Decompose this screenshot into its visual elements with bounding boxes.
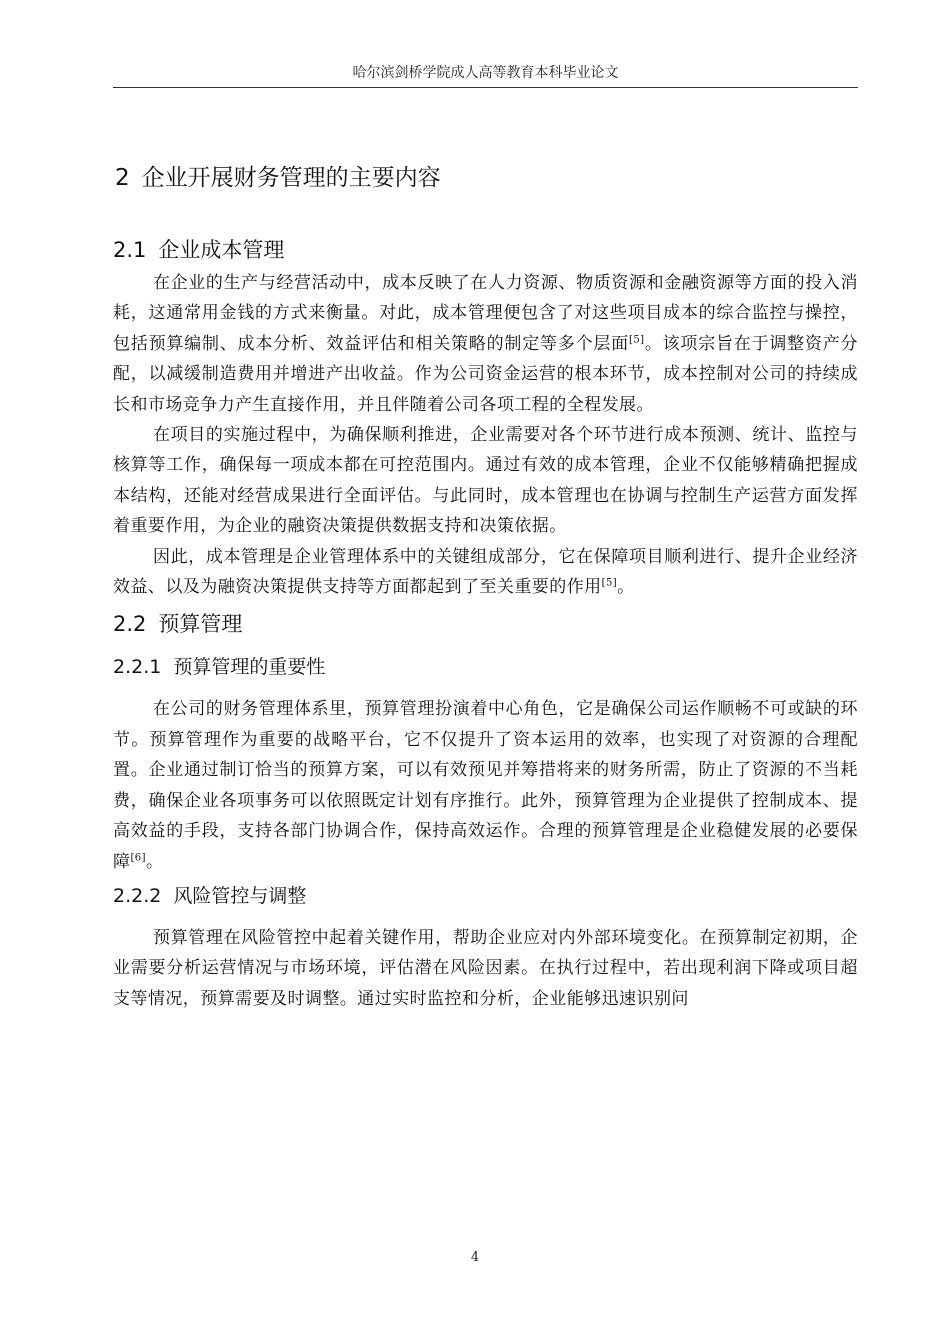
- subsection-heading-2-2-2: [113, 881, 858, 911]
- running-header: 哈尔滨剑桥学院成人高等教育本科毕业论文: [352, 65, 619, 81]
- section-number: 2.1: [113, 238, 147, 262]
- page-number: 4: [470, 1250, 480, 1265]
- section-title: 预算管理: [158, 612, 243, 637]
- paragraph-text: 。: [617, 577, 635, 598]
- subsection-number: 2.2.2: [113, 884, 162, 907]
- section-heading-2-2: [113, 608, 858, 640]
- paragraph-text: 预算管理在风险管控中起着关键作用，帮助企业应对内外部环境变化。在预算制定初期，企业需要分析运营情况与市场环境，评估潜在风险因素。在执行过程中，若出现利润下降或项目超支等情况，预算需要及时调整。通过实时监控和分析，企业能够迅速识别问: [113, 927, 858, 1009]
- paragraph-text: 在企业的生产与经营活动中，成本反映了在人力资源、物质资源和金融资源等方面的投入消耗，这通常用金钱的方式来衡量。对此，成本管理便包含了对这些项目成本的综合监控与操控，包括预算编制、成本分析、效益评估和相关策略的制定等多个层面: [113, 273, 858, 354]
- paragraph-text: 。该项宗旨在于调整资产分配，以减缓制造费用并增进产出收益。作为公司资金运营的根本环节，成本控制对公司的持续成长和市场竞争力产生直接作用，并且伴随着公司各项工程的全程发展。: [113, 333, 858, 415]
- paragraph-text: 因此，成本管理是企业管理体系中的关键组成部分，它在保障项目顺利进行、提升企业经济效益、以及为融资决策提供支持等方面都起到了至关重要的作用: [113, 546, 858, 598]
- paragraph: [113, 420, 858, 542]
- chapter-number: 2: [115, 165, 130, 191]
- paragraph: [113, 268, 858, 420]
- subsection-number: 2.2.1: [113, 656, 162, 679]
- citation: [6]: [130, 851, 146, 863]
- citation: [5]: [628, 334, 645, 346]
- subsection-title: 风险管控与调整: [173, 884, 307, 907]
- header-divider: [113, 87, 858, 88]
- paragraph-text: 在公司的财务管理体系里，预算管理扮演着中心角色，它是确保公司运作顺畅不可或缺的环节。预算管理作为重要的战略平台，它不仅提升了资本运用的效率，也实现了对资源的合理配置。企业通过制订恰当的预算方案，可以有效预见并筹措将来的财务所需，防止了资源的不当耗费，确保企业各项事务可以依照既定计划有序推行。此外，预算管理为企业提供了控制成本、提高效益的手段，支持各部门协调合作，保持高效运作。合理的预算管理是企业稳健发展的必要保障: [113, 699, 858, 872]
- section-heading-2-1: [113, 234, 858, 266]
- section-title: 企业成本管理: [158, 238, 285, 262]
- subsection-title: 预算管理的重要性: [173, 656, 326, 679]
- paragraph-text: 。: [145, 851, 164, 872]
- section-number: 2.2: [113, 612, 147, 637]
- paragraph-text: 在项目的实施过程中，为确保顺利推进，企业需要对各个环节进行成本预测、统计、监控与核算等工作，确保每一项成本都在可控范围内。通过有效的成本管理，企业不仅能够精确把握成本结构，还能对经营成果进行全面评估。与此同时，成本管理也在协调与控制生产运营方面发挥着重要作用，为企业的融资决策提供数据支持和决策依据。: [113, 425, 858, 537]
- paragraph: [113, 923, 858, 1014]
- subsection-heading-2-2-1: [113, 652, 858, 682]
- chapter-heading: [115, 160, 858, 196]
- paragraph: [113, 542, 858, 603]
- chapter-title: 企业开展财务管理的主要内容: [141, 165, 441, 191]
- paragraph: [113, 694, 858, 876]
- page-content: [113, 160, 858, 1014]
- citation: [5]: [601, 577, 618, 589]
